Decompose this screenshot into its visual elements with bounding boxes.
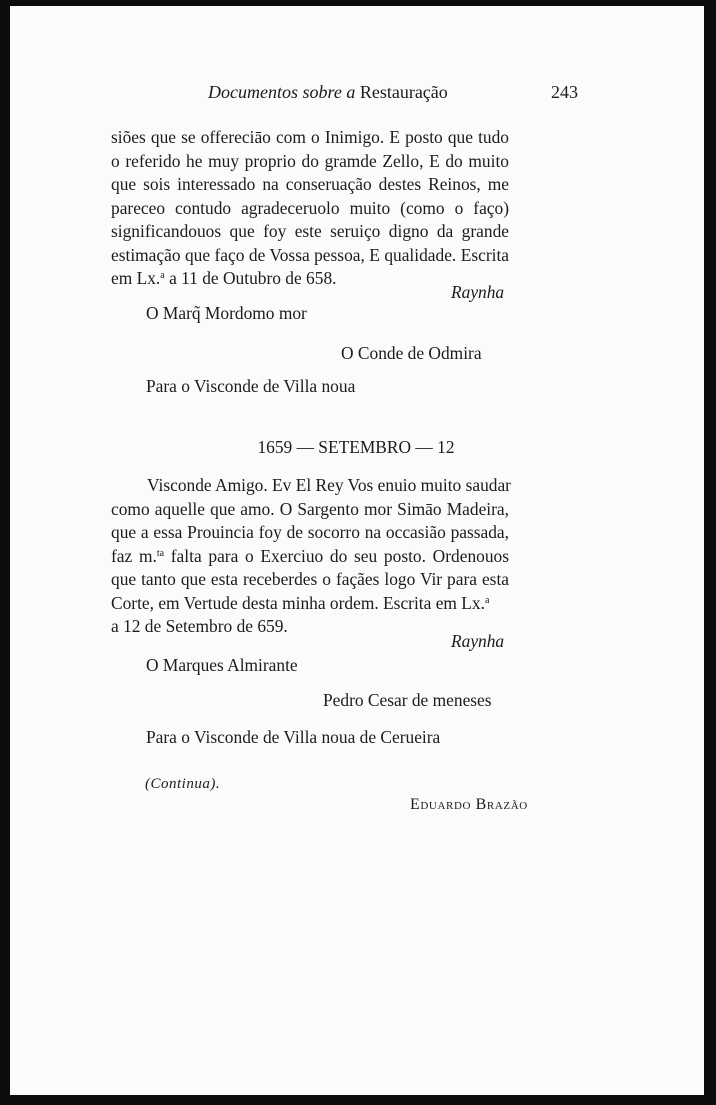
letter-2-countersign: O Marques Almirante (146, 655, 298, 675)
superscript: ta (156, 547, 165, 559)
text-line: que a essa Prouincia foy de socorro na occasião passada, (111, 522, 509, 542)
page-number: 243 (551, 82, 578, 102)
running-title (208, 82, 448, 103)
text-line: Visconde Amigo. Ev El Rey Vos enuio muito saudar (147, 475, 511, 495)
letter-1-body (111, 126, 509, 291)
abbrev: faz m. (111, 545, 157, 566)
text-line: que tanto que esta receberdes o façães logo Vir para esta (111, 569, 509, 589)
document-page (10, 6, 704, 1095)
running-title-italic-1: Documentos (208, 82, 298, 102)
text-line-date (111, 267, 509, 291)
continua-note: (Continua). (145, 776, 221, 792)
running-title-italic-2: sobre (302, 82, 342, 102)
text-line (111, 545, 509, 569)
text-line: significandouos que foy este seruiço digno da grande (111, 221, 509, 241)
superscript: a (160, 270, 165, 281)
running-head (10, 82, 704, 106)
date-rest: a 11 de Outubro de 658. (164, 268, 337, 288)
text-line (111, 592, 509, 616)
letter-1-secretary: O Conde de Odmira (341, 343, 482, 363)
letter-2-recipient: Para o Visconde de Villa noua de Cerueira (146, 727, 441, 747)
superscript: a (484, 594, 490, 606)
letter-1-signature: Raynha (451, 282, 505, 302)
author-name: Eduardo Brazão (410, 796, 528, 813)
line-main: Corte, em Vertude desta minha ordem. Escrita em Lx. (111, 592, 485, 613)
letter-1-countersign: O Marq̃ Mordomo mor (146, 303, 307, 323)
running-title-italic-3: a (346, 82, 356, 102)
text-line: pareceo contudo agradeceruolo muito (como o faço) (111, 197, 509, 218)
text-line: o referido he muy proprio do gramde Zello, E do muito (111, 150, 509, 171)
text-line: estimação que faço de Vossa pessoa, E qualidade. Escrita (111, 244, 509, 265)
text-line-date: a 12 de Setembro de 659. (111, 616, 288, 636)
letter-2-secretary: Pedro Cesar de meneses (323, 690, 492, 710)
text-line: siões que se offereciāo com o Inimigo. E posto que tudo (111, 127, 509, 147)
letter-2-body (111, 474, 509, 639)
text-line: como aquelle que amo. O Sargento mor Simāo Madeira, (111, 498, 509, 519)
letter-2-heading: 1659 — SETEMBRO — 12 (257, 437, 455, 457)
letter-2-signature: Raynha (451, 631, 505, 651)
running-title-roman: Restauração (359, 82, 448, 102)
line-rest: falta para o Exerciuo do seu posto. Ordenouos (164, 545, 510, 566)
date-abbrev: em Lx. (111, 268, 161, 288)
text-line: que sois interessado na conseruação destes Reinos, me (111, 174, 509, 194)
letter-1-recipient: Para o Visconde de Villa noua (146, 376, 356, 396)
